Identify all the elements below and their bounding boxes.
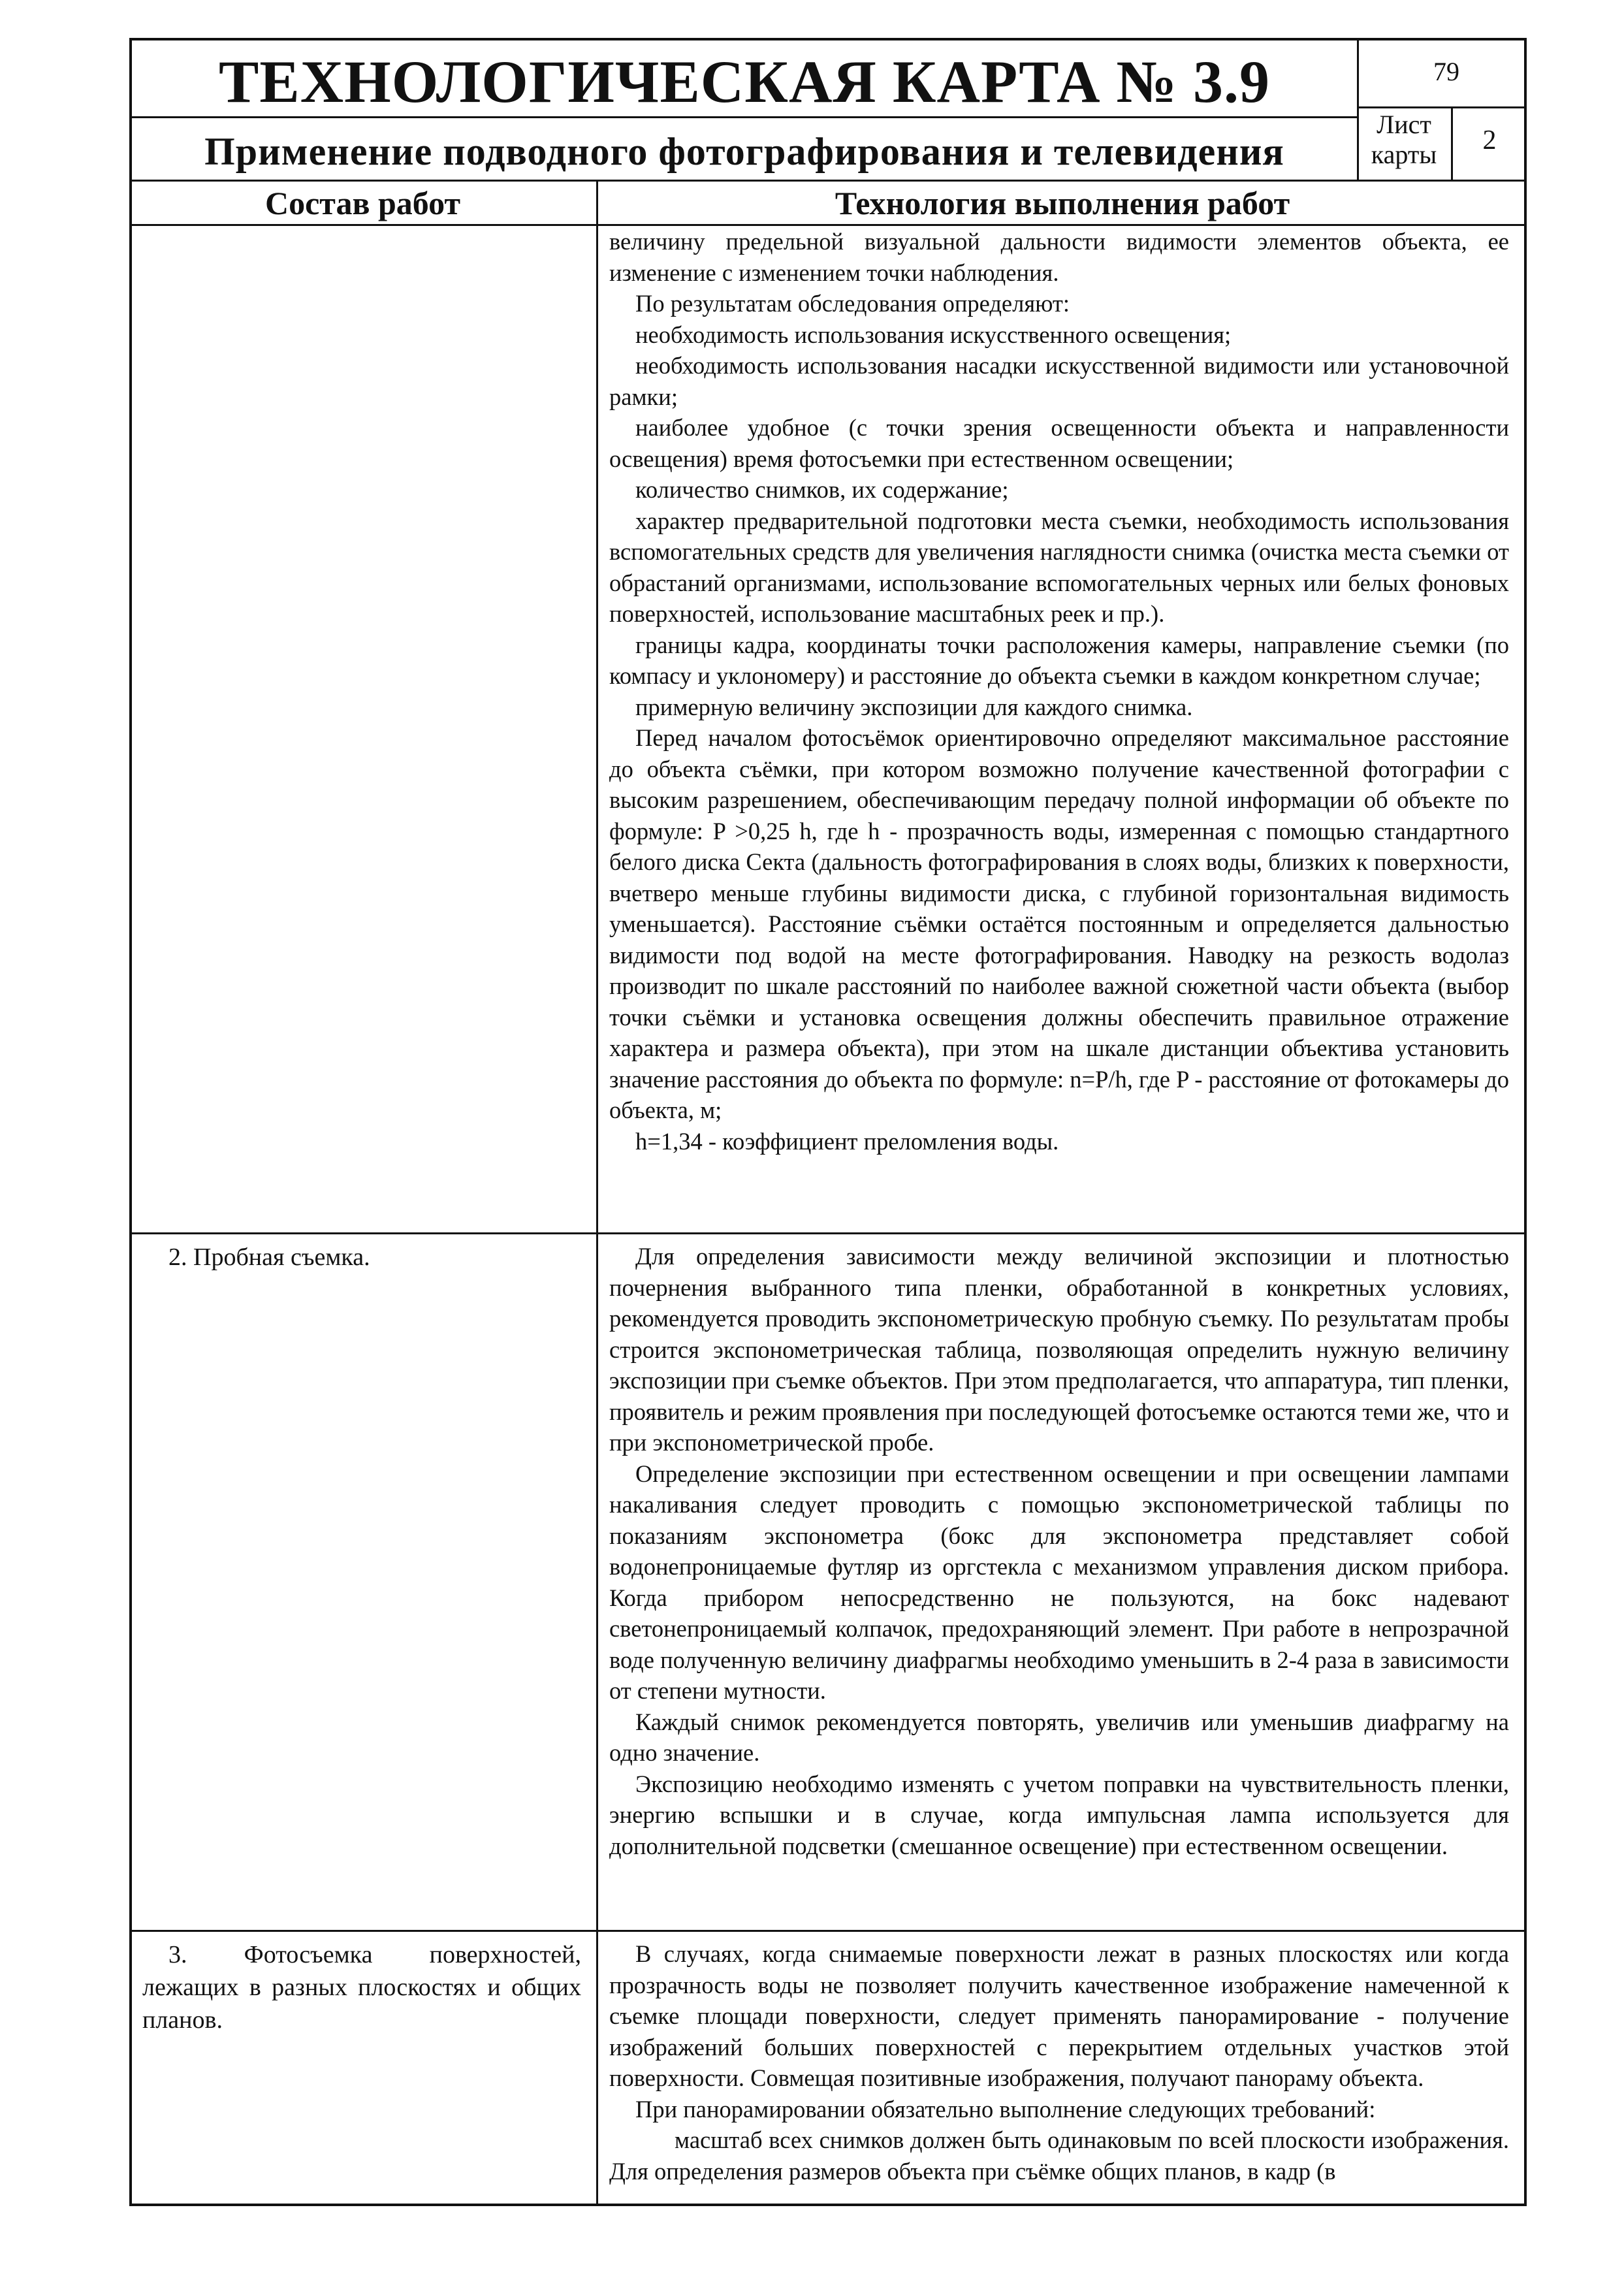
row-1-technology [609, 226, 1509, 1157]
card-title: ТЕХНОЛОГИЧЕСКАЯ КАРТА № 3.9 [219, 48, 1270, 115]
row-1-paragraph: границы кадра, координаты точки расположения камеры, направление съемки (по компасу и уклономеру) и расстояние до объекта съемки в каждом конкретном случае; [609, 631, 1509, 689]
row-3-paragraph: В случаях, когда снимаемые поверхности лежат в разных плоскостях или когда прозрачность воды не позволяет получить качественное изображение намеченной к съемке площади поверхности, следует применять панорамирование - получение изображений больших поверхностей с перекрытием отдельных участков этой поверхности. Совмещая позитивные изображения, получают панораму объекта. [609, 1940, 1509, 2091]
sheet-number: 2 [1482, 125, 1497, 155]
card-subtitle: Применение подводного фотографирования и телевидения [204, 130, 1284, 173]
row-2-paragraph: Каждый снимок рекомендуется повторять, увеличив или уменьшив диафрагму на одно значение. [609, 1708, 1509, 1766]
row-1-paragraph: h=1,34 - коэффициент преломления воды. [635, 1127, 1059, 1155]
row-2-technology [609, 1241, 1509, 1861]
row-3-step-text: 3. Фотосъемка поверхностей, лежащих в разных плоскостях и общих планов. [142, 1941, 581, 2034]
row-1-paragraph: наиболее удобное (с точки зрения освещенности объекта и направленности освещения) время фотосъемки при естественном освещении; [609, 414, 1509, 472]
column-header-right: Технология выполнения работ [835, 185, 1290, 221]
column-divider [596, 180, 598, 2206]
row-1-paragraph: Перед началом фотосъёмок ориентировочно определяют максимальное расстояние до объекта съёмки, при котором возможно получение качественной фотографии с высоким разрешением, обеспечивающим передачу полной информации об объекте по формуле: P >0,25 h, где h - прозрачность воды, измеренная с помощью стандартного белого диска Секта (дальность фотографирования в слоях воды, близких к поверхности, вчетверо меньше глубины видимости диска, с глубиной горизонтальная видимость уменьшается). Расстояние съёмки остаётся постоянным и определяется дальностью видимости под водой на месте фотографирования. Наводку на резкость водолаз производит по шкале расстояний по наиболее важной сюжетной части объекта (выбор точки съёмки и установка освещения должны обеспечить правильное отражение характера и размера объекта), при этом на шкале дистанции объектива установить значение расстояния до объекта по формуле: n=P/h, где P - расстояние от фотокамеры до объекта, м; [609, 724, 1509, 1123]
page-number: 79 [1433, 57, 1459, 86]
row-2-step: 2. Пробная съемка. [168, 1243, 370, 1271]
row-1-paragraph: величину предельной визуальной дальности видимости элементов объекта, ее изменение с изменением точки наблюдения. [609, 228, 1509, 286]
row-2-paragraph: Экспозицию необходимо изменять с учетом поправки на чувствительность пленки, энергию вспышки и в случае, когда импульсная лампа используется для дополнительной подсветки (смешанное освещение) при естественном освещении. [609, 1770, 1509, 1859]
row-1-paragraph: необходимость использования искусственного освещения; [635, 321, 1232, 348]
row-3-paragraph: При панорамировании обязательно выполнение следующих требований: [635, 2095, 1376, 2123]
row-1-paragraph: количество снимков, их содержание; [635, 476, 1009, 503]
sheet-label: Лист карты [1371, 110, 1437, 169]
row-divider-2 [129, 1930, 1527, 1932]
row-2-paragraph: Для определения зависимости между величиной экспозиции и плотностью почернения выбранного типа пленки, обработанной в конкретных условиях, рекомендуется проводить экспонометрическую пробную съемку. По результатам пробы строится экспонометрическая таблица, позволяющая определить нужную величину экспозиции при съемке объектов. При этом предполагается, что аппаратура, тип пленки, проявитель и режим проявления при последующей фотосъемке остаются теми же, что и при экспонометрической пробе. [609, 1243, 1509, 1456]
column-header-left: Состав работ [264, 185, 461, 221]
row-1-paragraph: необходимость использования насадки искусственной видимости или установочной рамки; [609, 352, 1509, 410]
row-1-paragraph: примерную величину экспозиции для каждого снимка. [635, 693, 1193, 720]
header-right-hline [1357, 106, 1527, 108]
row-2-paragraph: Определение экспозиции при естественном освещении и при освещении лампами накаливания следует проводить с помощью экспонометрической таблицы по показаниям экспонометра (бокс для экспонометра представляет собой водонепроницаемые футляр из оргстекла с механизмом управления диском прибора. Когда прибором непосредственно не пользуются, на бокс надевают светонепроницаемый колпачок, предохраняющий элемент. При работе в непрозрачной воде полученную величину диафрагмы необходимо уменьшить в 2-4 раза в зависимости от степени мутности. [609, 1460, 1509, 1704]
row-3-technology [609, 1938, 1509, 2187]
row-1-paragraph: По результатам обследования определяют: [635, 290, 1070, 317]
row-1-paragraph: характер предварительной подготовки места съемки, необходимость использования вспомогательных средств для увеличения наглядности снимка (очистка места съемки от обрастаний организмами, использование вспомогательных черных или белых фоновых поверхностей, использование масштабных реек и пр.). [609, 507, 1509, 627]
row-divider-1 [129, 1232, 1527, 1234]
row-3-step [142, 1938, 581, 2036]
row-3-paragraph: масштаб всех снимков должен быть одинаковым по всей плоскости изображения. Для определения размеров объекта при съёмке общих планов, в кадр (в [609, 2126, 1509, 2185]
